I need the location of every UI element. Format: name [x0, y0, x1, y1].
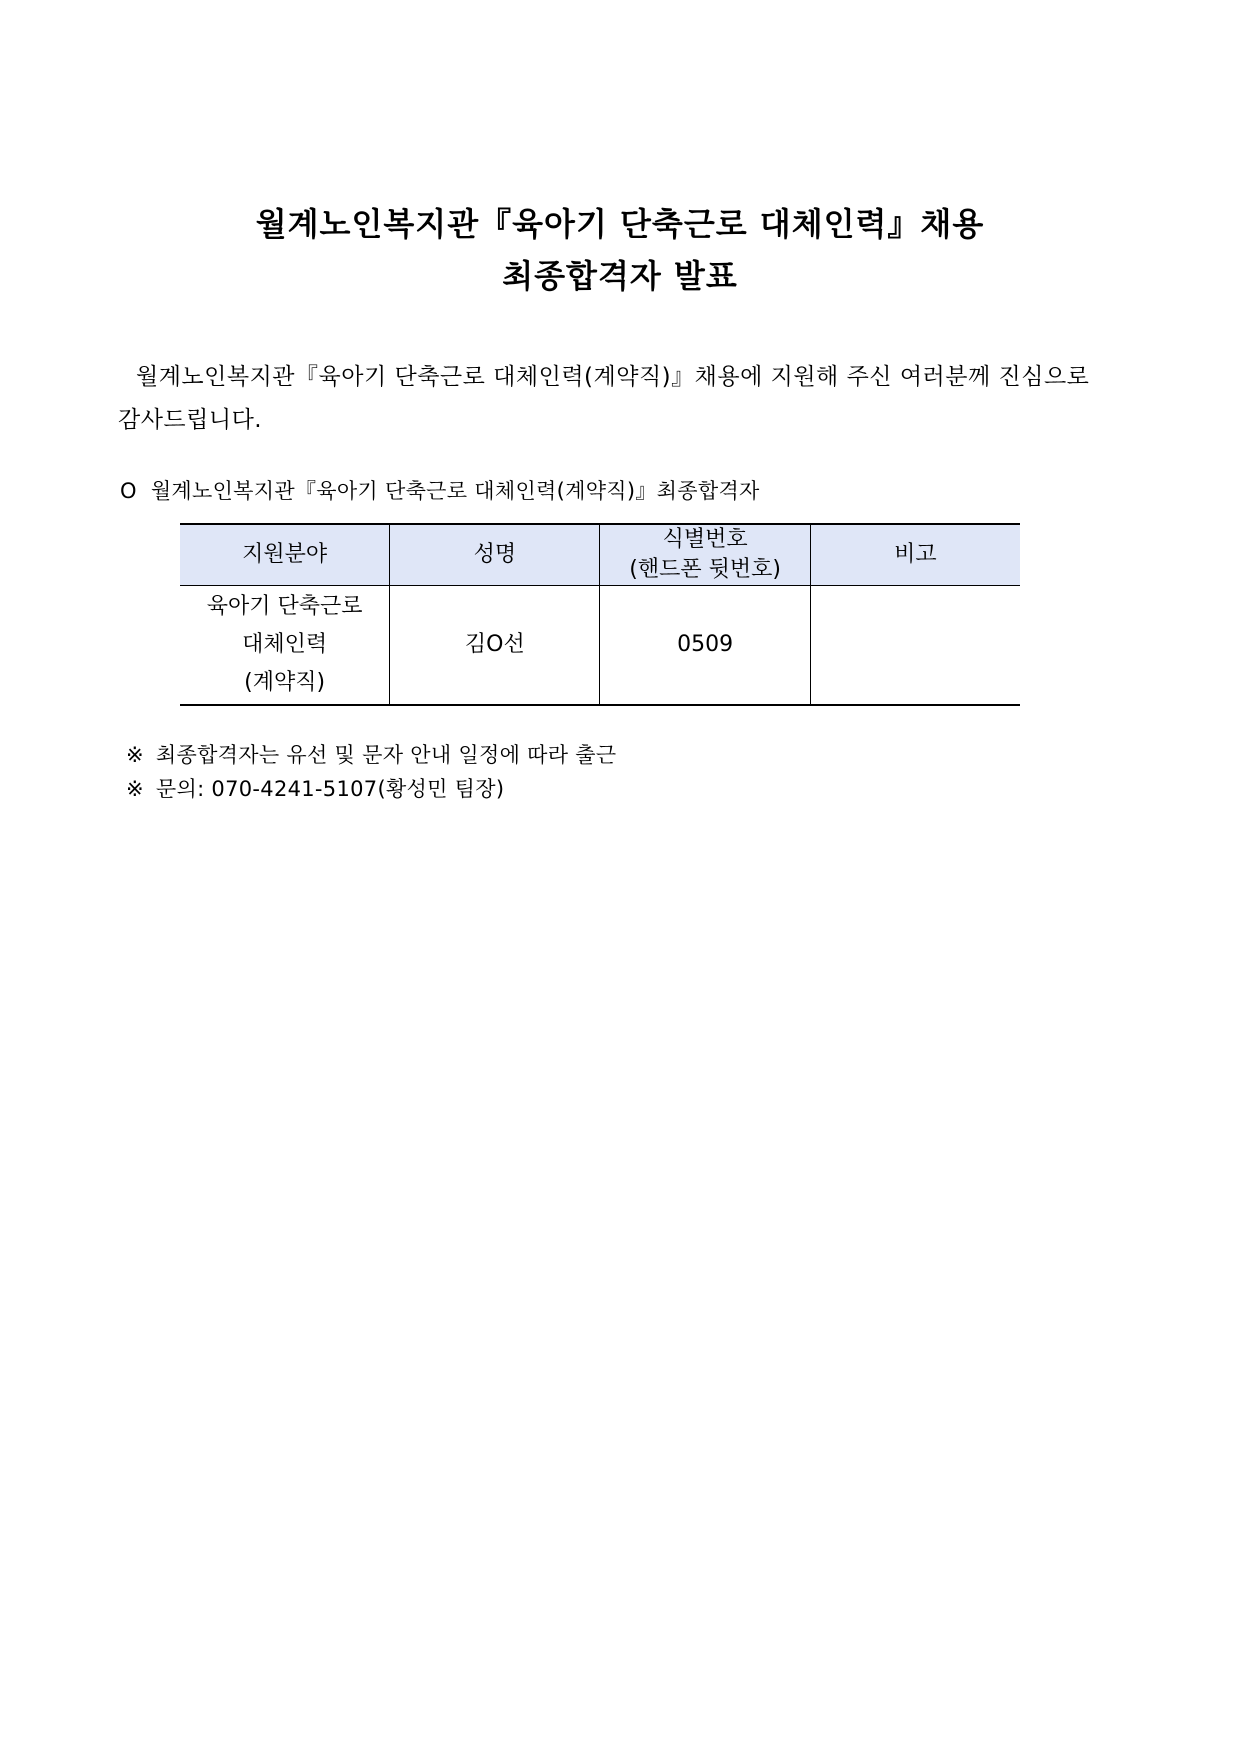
cell-field-line-3: (계약직): [244, 670, 326, 695]
header-note: 비고: [810, 524, 1020, 586]
header-name: 성명: [390, 524, 600, 586]
page-subtitle: 최종합격자 발표: [502, 257, 738, 295]
note-text: 최종합격자는 유선 및 문자 안내 일정에 따라 출근: [155, 743, 617, 767]
header-id: [600, 524, 810, 586]
table-header-row: [180, 524, 1020, 586]
section-heading: [120, 476, 760, 506]
intro-paragraph: [118, 356, 1118, 442]
cell-field-line-2: 대체인력: [242, 632, 328, 657]
page-title: 월계노인복지관『육아기 단축근로 대체인력』채용: [255, 205, 985, 243]
header-id-line-1: 식별번호: [662, 527, 748, 552]
intro-line-2: 감사드립니다.: [118, 407, 263, 433]
note-item: [126, 772, 616, 806]
results-table: [180, 523, 1020, 706]
bullet-circle-icon: O: [120, 479, 137, 503]
header-id-line-2: (핸드폰 뒷번호): [629, 557, 781, 582]
cell-note: [810, 586, 1020, 706]
cell-name: 김O선: [390, 586, 600, 706]
reference-mark-icon: ※: [126, 777, 144, 801]
note-text: 문의: 070-4241-5107(황성민 팀장): [155, 777, 505, 801]
note-item: [126, 738, 616, 772]
header-field: 지원분야: [180, 524, 390, 586]
cell-id: 0509: [600, 586, 810, 706]
section-heading-text: 월계노인복지관『육아기 단축근로 대체인력(계약직)』최종합격자: [150, 479, 760, 503]
notes-block: [126, 738, 616, 806]
table-row: [180, 586, 1020, 706]
cell-field: [180, 586, 390, 706]
cell-field-line-1: 육아기 단축근로: [206, 594, 363, 619]
reference-mark-icon: ※: [126, 743, 144, 767]
intro-line-1: 월계노인복지관『육아기 단축근로 대체인력(계약직)』채용에 지원해 주신 여러분께 진심으로: [136, 364, 1090, 390]
